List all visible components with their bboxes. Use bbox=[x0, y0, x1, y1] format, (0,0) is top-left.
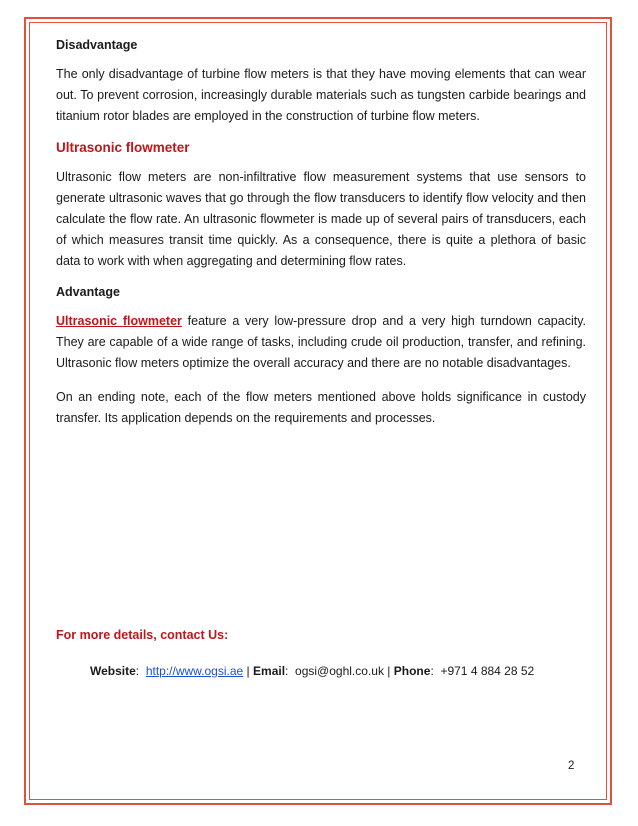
contact-heading: For more details, contact Us: bbox=[56, 628, 229, 642]
phone-value: +971 4 884 28 52 bbox=[440, 664, 535, 678]
ultrasonic-flowmeter-link[interactable]: Ultrasonic flowmeter bbox=[56, 314, 182, 328]
ultrasonic-heading: Ultrasonic flowmeter bbox=[56, 140, 190, 155]
page-number: 2 bbox=[568, 760, 575, 772]
advantage-heading: Advantage bbox=[56, 285, 120, 299]
email-value: ogsi@oghl.co.uk bbox=[295, 664, 384, 678]
document-body bbox=[56, 38, 586, 442]
advantage-paragraph bbox=[56, 311, 586, 374]
contact-line: Website: http://www.ogsi.ae | Email: ogsi@oghl.co.uk | Phone: +971 4 884 28 52 bbox=[90, 664, 535, 678]
advantage-text: feature a very low-pressure drop and a very high turndown capacity. They are capable of a wide range of tasks, including crude oil production, transfer, and refining. Ultrasonic flow meters optimize the overall accuracy and there are no notable disadvantages. bbox=[56, 314, 587, 370]
disadvantage-paragraph: The only disadvantage of turbine flow meters is that they have moving elements that can wear out. To prevent corrosion, increasingly durable materials such as tungsten carbide bearings and titanium rotor blades are employed in the construction of turbine flow meters. bbox=[56, 67, 586, 123]
separator-1: | bbox=[246, 664, 250, 678]
disadvantage-heading: Disadvantage bbox=[56, 38, 138, 52]
ultrasonic-paragraph: Ultrasonic flow meters are non-infiltrative flow measurement systems that use sensors to generate ultrasonic waves that go through the flow transducers to identify flow velocity and then calculate the flow rate. An ultrasonic flowmeter is made up of several pairs of transducers, each of which measures transit time quickly. As a consequence, there is quite a plethora of basic data to work with when aggregating and determining flow rates. bbox=[56, 170, 586, 268]
website-label: Website bbox=[90, 664, 136, 678]
website-link[interactable]: http://www.ogsi.ae bbox=[145, 664, 244, 678]
phone-label: Phone bbox=[393, 664, 431, 678]
closing-paragraph: On an ending note, each of the flow meters mentioned above holds significance in custody transfer. Its application depends on the requirements and processes. bbox=[56, 390, 586, 425]
email-label: Email bbox=[253, 664, 286, 678]
separator-2: | bbox=[387, 664, 391, 678]
